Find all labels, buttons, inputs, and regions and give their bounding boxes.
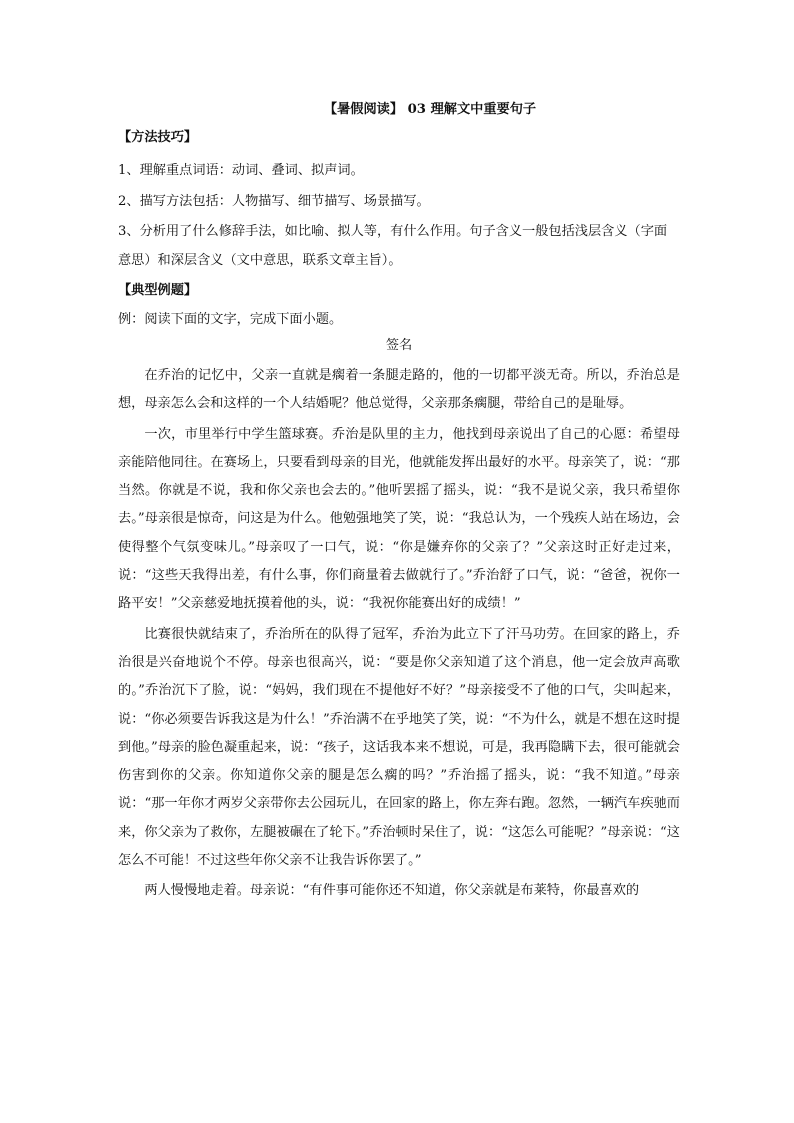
document-page — [118, 100, 680, 908]
example-lead: 例：阅读下面的文字，完成下面小题。 — [118, 312, 343, 327]
method-heading: 【方法技巧】 — [118, 130, 198, 145]
passage-paragraph-4: 两人慢慢地走着。母亲说：“有件事可能你还不知道，你父亲就是布莱特，你最喜欢的 — [144, 883, 640, 899]
passage-paragraph-3: 比赛很快就结束了，乔治所在的队得了冠军，乔治为此立下了汗马功劳。在回家的路上，乔治很是兴奋地说个不停。母亲也很高兴，说：“要是你父亲知道了这个消息，他一定会放声高歌的。”乔治沉下了脸，说：“妈妈，我们现在不提他好不好？”母亲接受不了他的口气，尖叫起来，说：“你必须要告诉我这是为什么！”乔治满不在乎地笑了笑，说：“不为什么，就是不想在这时提到他。”母亲的脸色凝重起来，说：“孩子，这话我本来不想说，可是，我再隐瞒下去，很可能就会伤害到你的父亲。你知道你父亲的腿是怎么瘸的吗？”乔治摇了摇头，说：“我不知道。”母亲说：“那一年你才两岁父亲带你去公园玩儿，在回家的路上，你左奔右跑。忽然，一辆汽车疾驰而来，你父亲为了救你，左腿被碾在了轮下。”乔治顿时呆住了，说：“这怎么可能呢？”母亲说：“这怎么不可能！不过这些年你父亲不让我告诉你罢了。” — [118, 626, 680, 869]
document-title: 【暑假阅读】 03 理解文中重要句子 — [323, 102, 537, 117]
passage-paragraph-2: 一次，市里举行中学生篮球赛。乔治是队里的主力，他找到母亲说出了自己的心愿：希望母亲能陪他同往。在赛场上，只要看到母亲的目光，他就能发挥出最好的水平。母亲笑了，说：“那当然。你就是不说，我和你父亲也会去的。”他听罢摇了摇头，说：“我不是说父亲，我只希望你去。”母亲很是惊奇，问这是为什么。他勉强地笑了笑，说：“我总认为，一个残疾人站在场边，会使得整个气氛变味儿。”母亲叹了一口气，说：“你是嫌弃你的父亲了？”父亲这时正好走过来，说：“这些天我得出差，有什么事，你们商量着去做就行了。”乔治舒了口气，说：“爸爸，祝你一路平安！”父亲慈爱地抚摸着他的头，说：“我祝你能赛出好的成绩！” — [118, 426, 680, 612]
passage-paragraph-1: 在乔治的记忆中，父亲一直就是瘸着一条腿走路的，他的一切都平淡无奇。所以，乔治总是想，母亲怎么会和这样的一个人结婚呢？他总觉得，父亲那条瘸腿，带给自己的是耻辱。 — [118, 368, 680, 412]
method-item-3: 3、分析用了什么修辞手法，如比喻、拟人等，有什么作用。句子含义一般包括浅层含义（字面意思）和深层含义（文中意思，联系文章主旨）。 — [118, 224, 668, 268]
example-heading: 【典型例题】 — [118, 283, 198, 298]
method-item-1: 1、理解重点词语：动词、叠词、拟声词。 — [118, 163, 364, 178]
method-item-2: 2、描写方法包括：人物描写、细节描写、场景描写。 — [118, 193, 430, 209]
passage-title: 签名 — [385, 338, 413, 353]
